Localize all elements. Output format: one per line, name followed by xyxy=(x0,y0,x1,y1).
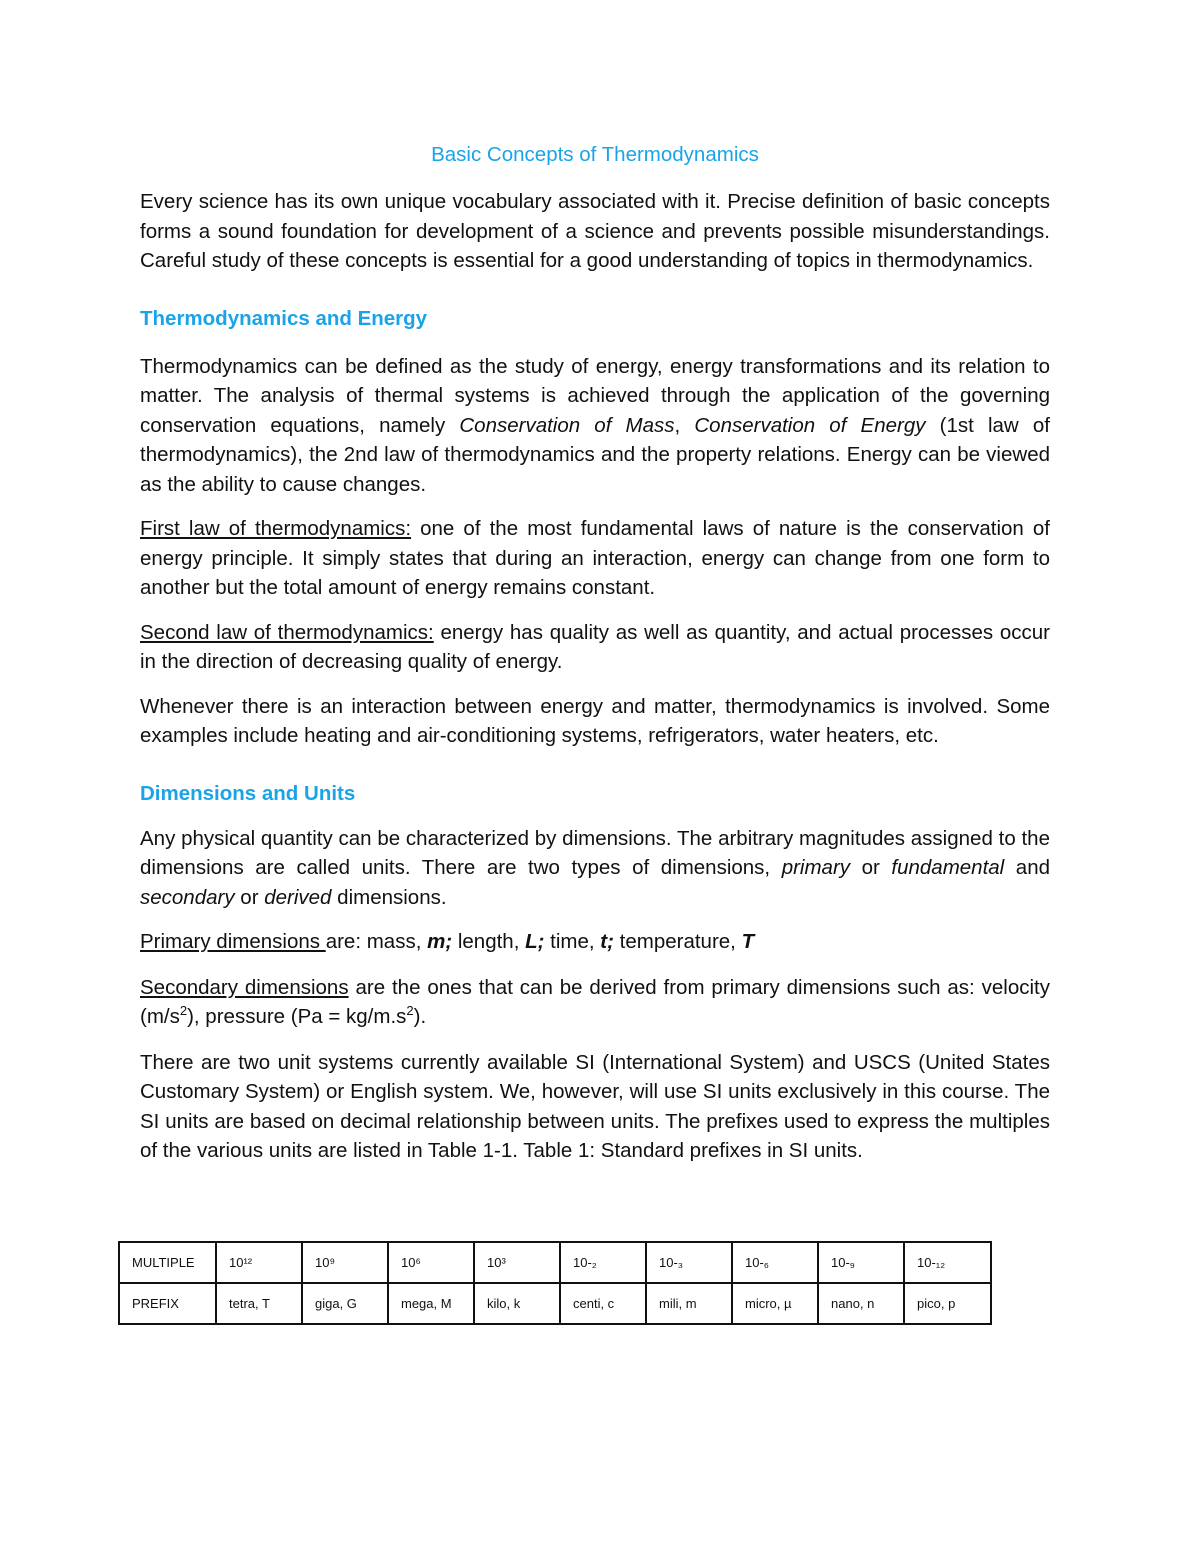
table-cell: 10-₉ xyxy=(818,1242,904,1283)
primary-dimensions-paragraph: Primary dimensions are: mass, m; length, L; time, t; temperature, T xyxy=(140,930,755,953)
table-cell: 10⁶ xyxy=(388,1242,474,1283)
unit-systems-paragraph: There are two unit systems currently available SI (International System) and USCS (United States Customary System) or English system. We, however, will use SI units exclusively in this course. The SI units are based on decimal relationship between units. The prefixes used to express the multiples of the various units are listed in Table 1-1. Table 1: Standard prefixes in SI units. xyxy=(140,1050,1050,1162)
intro-paragraph: Every science has its own unique vocabulary associated with it. Precise definition of basic concepts forms a sound foundation for development of a science and prevents possible misunderstandings. Careful study of these concepts is essential for a good understanding of topics in thermodynamics. xyxy=(140,190,1050,272)
section-heading-thermodynamics-energy: Thermodynamics and Energy xyxy=(140,306,428,330)
table-cell: kilo, k xyxy=(474,1283,560,1324)
table-cell: 10-₁₂ xyxy=(904,1242,991,1283)
second-law-label: Second law of thermodynamics: xyxy=(140,620,434,644)
table-cell: 10⁹ xyxy=(302,1242,388,1283)
table-cell: 10-₆ xyxy=(732,1242,818,1283)
conservation-of-mass-term: Conservation of Mass xyxy=(459,413,675,437)
section-heading-dimensions-units: Dimensions and Units xyxy=(140,781,356,805)
table-cell: 10¹² xyxy=(216,1242,302,1283)
conservation-of-energy-term: Conservation of Energy xyxy=(694,413,926,437)
dimensions-paragraph: Any physical quantity can be characterized by dimensions. The arbitrary magnitudes assigned to the dimensions are called units. There are two types of dimensions, primary or fundamental and secondary or derived dimensions. xyxy=(140,826,1050,909)
table-cell: 10³ xyxy=(474,1242,560,1283)
second-law-paragraph: Second law of thermodynamics: energy has quality as well as quantity, and actual processes occur in the direction of decreasing quality of energy. xyxy=(140,620,1050,673)
table-cell: nano, n xyxy=(818,1283,904,1324)
table-row-prefix xyxy=(119,1283,991,1324)
table-cell: giga, G xyxy=(302,1283,388,1324)
secondary-dimensions-label: Secondary dimensions xyxy=(140,975,349,999)
table-cell: PREFIX xyxy=(119,1283,216,1324)
table-cell: micro, µ xyxy=(732,1283,818,1324)
table-cell: 10-₂ xyxy=(560,1242,646,1283)
table-cell: mili, m xyxy=(646,1283,732,1324)
table-cell: MULTIPLE xyxy=(119,1242,216,1283)
table-cell: centi, c xyxy=(560,1283,646,1324)
examples-paragraph: Whenever there is an interaction between energy and matter, thermodynamics is involved. Some examples include heating and air-conditioning systems, refrigerators, water heaters, etc. xyxy=(140,694,1050,747)
first-law-label: First law of thermodynamics: xyxy=(140,517,412,540)
table-row-multiple xyxy=(119,1242,991,1283)
document-title: Basic Concepts of Thermodynamics xyxy=(431,143,759,166)
primary-dimensions-label: Primary dimensions xyxy=(140,930,326,953)
secondary-dimensions-paragraph: Secondary dimensions are the ones that can be derived from primary dimensions such as: velocity $(m/s^2)$, pressure $(Pa = kg/m.s^2)$. xyxy=(140,975,1050,1028)
table-cell: 10-₃ xyxy=(646,1242,732,1283)
thermodynamics-definition-paragraph: Thermodynamics can be defined as the study of energy, energy transformations and its relation to matter. The analysis of thermal systems is achieved through the application of the governing conservation equations, namely Conservation of Mass, Conservation of Energy (1st law of thermodynamics), the 2nd law of thermodynamics and the property relations. Energy can be viewed as the ability to cause changes. xyxy=(140,354,1050,496)
table-cell: pico, p xyxy=(904,1283,991,1324)
table-cell: tetra, T xyxy=(216,1283,302,1324)
table-cell: mega, M xyxy=(388,1283,474,1324)
si-prefixes-table xyxy=(118,1241,992,1325)
first-law-paragraph: First law of thermodynamics: one of the most fundamental laws of nature is the conservation of energy principle. It simply states that during an interaction, energy can change from one form to another but the total amount of energy remains constant. xyxy=(140,517,1050,599)
